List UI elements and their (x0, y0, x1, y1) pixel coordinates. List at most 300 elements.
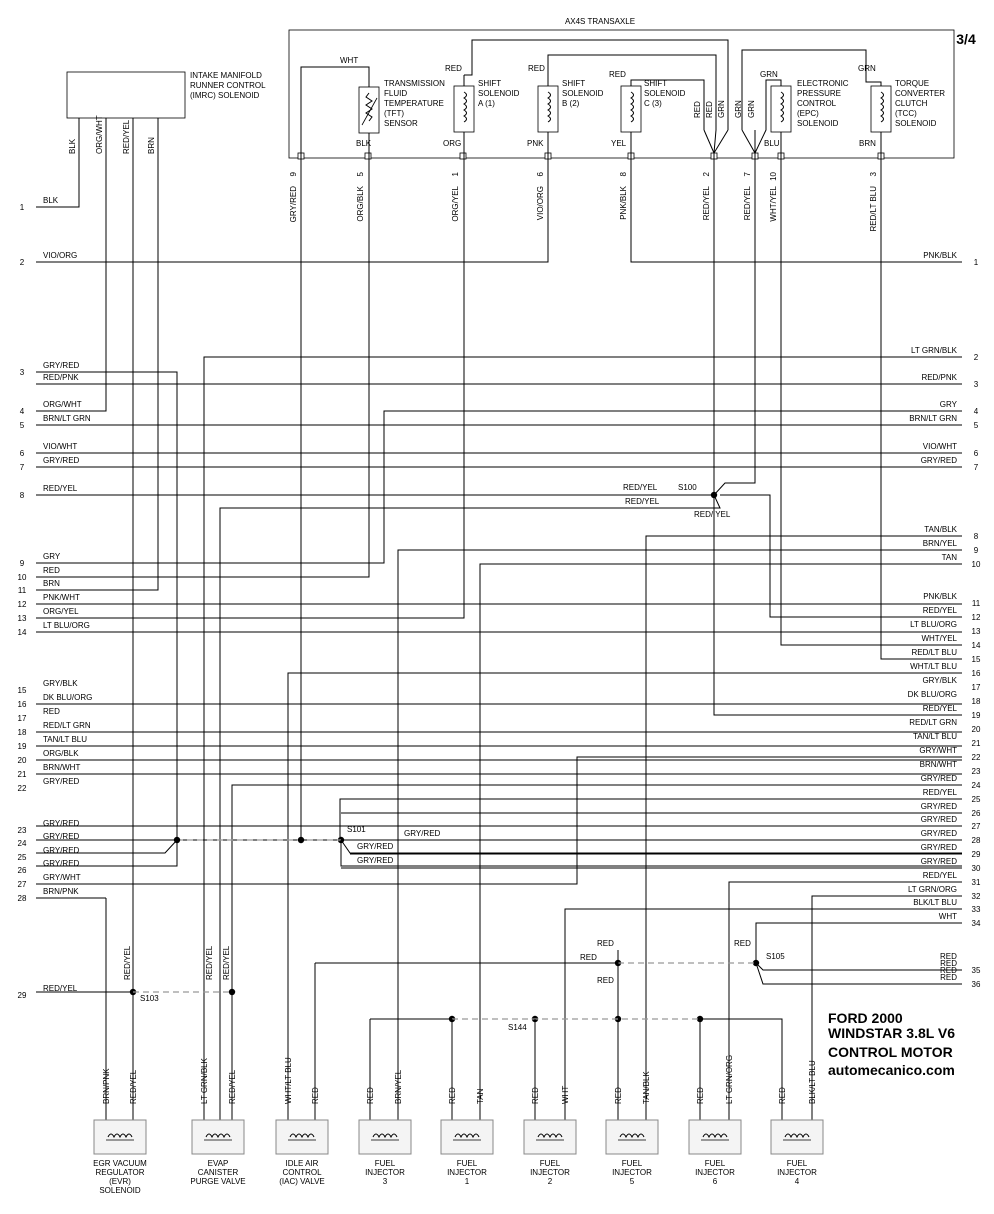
wire-label: GRN (760, 70, 778, 79)
transaxle-pin-color: ORG/BLK (356, 186, 365, 222)
right-pin-number: 21 (971, 739, 981, 748)
component-label: FUEL (539, 1159, 561, 1168)
left-pin-number: 21 (17, 770, 27, 779)
left-pin-number: 14 (17, 628, 27, 637)
right-wire-color: GRY/RED (920, 456, 957, 465)
solenoid-symbol (538, 86, 558, 132)
left-pin-number: 2 (19, 258, 25, 267)
right-wire-color: GRY/RED (920, 802, 957, 811)
wire-label: RED/YEL (123, 945, 132, 980)
wire-label: RED (448, 1087, 457, 1104)
imrc-solenoid-box (67, 72, 185, 118)
diagram-labels (18, 17, 981, 1195)
wire (756, 923, 962, 963)
title-site: automecanico.com (828, 1062, 955, 1078)
left-wire-color: LT BLU/ORG (43, 621, 90, 630)
left-pin-number: 3 (19, 368, 25, 377)
right-pin-number: 17 (971, 683, 981, 692)
wire-label: WHT/LT BLU (284, 1057, 293, 1104)
wire-label: RED (609, 70, 626, 79)
coil-icon (631, 92, 634, 122)
component-label: 1 (464, 1177, 470, 1186)
component-label: (IMRC) SOLENOID (190, 91, 260, 100)
transaxle-pin-number: 3 (869, 172, 878, 177)
wire-label: RED (311, 1087, 320, 1104)
left-wire-color: DK BLU/ORG (43, 693, 93, 702)
right-pin-number: 23 (971, 767, 981, 776)
component-label: TORQUE (895, 79, 930, 88)
wire-label: RED (366, 1087, 375, 1104)
wire-label: GRN (717, 100, 726, 118)
coil-icon (464, 92, 467, 122)
wire-label: BLK/LT BLU (808, 1060, 817, 1104)
pin-color-label: PNK (527, 139, 544, 148)
component-label: C (3) (644, 99, 662, 108)
component-label: 4 (794, 1177, 800, 1186)
transaxle-pin-number: 2 (702, 172, 711, 177)
right-wire-color: TAN (941, 553, 957, 562)
right-pin-number: 26 (971, 809, 981, 818)
component-label: (IAC) VALVE (279, 1177, 325, 1186)
wire (812, 896, 962, 1120)
wire-label: RED/YEL (122, 119, 131, 154)
pin-color-label: YEL (611, 139, 627, 148)
wire (729, 882, 962, 1120)
wire-label: TAN/BLK (642, 1071, 651, 1104)
transaxle-pin-number: 5 (356, 172, 365, 177)
wire-label: RED (940, 966, 957, 975)
transaxle-pin-number: 6 (536, 172, 545, 177)
wire-label: BLK (68, 138, 77, 154)
left-wire-color: ORG/YEL (43, 607, 79, 616)
wire (36, 153, 369, 577)
left-pin-number: 1 (19, 203, 25, 212)
left-wire-color: ORG/WHT (43, 400, 82, 409)
coil-icon (548, 92, 551, 122)
wire-label: GRN (858, 64, 876, 73)
wire-label: GRN (747, 100, 756, 118)
title-line-3: CONTROL MOTOR (828, 1044, 953, 1060)
left-pin-number: 17 (17, 714, 27, 723)
right-wire-color: RED (940, 973, 957, 982)
left-pin-number: 25 (17, 853, 27, 862)
left-pin-number: 8 (19, 491, 25, 500)
left-wire-color: VIO/ORG (43, 251, 78, 260)
right-wire-color: RED/YEL (922, 704, 957, 713)
component-label: FUEL (374, 1159, 396, 1168)
right-wire-color: GRY/RED (920, 843, 957, 852)
right-pin-number: 14 (971, 641, 981, 650)
right-pin-number: 28 (971, 836, 981, 845)
left-wire-color: VIO/WHT (43, 442, 78, 451)
right-pin-number: 24 (971, 781, 981, 790)
splice-label: S144 (508, 1023, 527, 1032)
component-label: SOLENOID (644, 89, 686, 98)
right-pin-number: 9 (973, 546, 979, 555)
right-pin-number: 29 (971, 850, 981, 859)
transaxle-pin-number: 8 (619, 172, 628, 177)
component-label: FUEL (456, 1159, 478, 1168)
right-pin-number: 20 (971, 725, 981, 734)
pin-color-label: ORG (443, 139, 462, 148)
component-label: B (2) (562, 99, 580, 108)
right-pin-number: 16 (971, 669, 981, 678)
right-wire-color: BRN/WHT (919, 760, 957, 769)
left-pin-number: 26 (17, 866, 27, 875)
component-label: CONVERTER (895, 89, 946, 98)
left-wire-color: PNK/WHT (43, 593, 80, 602)
right-pin-number: 35 (971, 966, 981, 975)
wire-label: RED (693, 101, 702, 118)
left-wire-color: GRY/RED (43, 777, 80, 786)
transaxle-pin-color: RED/LT BLU (869, 186, 878, 232)
wire (756, 963, 962, 984)
transaxle-pin-color: RED/YEL (743, 186, 752, 221)
right-wire-color: RED/LT GRN (909, 718, 957, 727)
wire-label: WHT (340, 56, 359, 65)
right-pin-number: 33 (971, 905, 981, 914)
wire-label: RED/YEL (228, 1069, 237, 1104)
left-wire-color: ORG/BLK (43, 749, 79, 758)
left-wire-color: RED/LT GRN (43, 721, 91, 730)
component-label: 2 (547, 1177, 553, 1186)
splice-dot-s100 (711, 492, 717, 498)
transaxle-pin-number: 7 (743, 172, 752, 177)
left-wire-color: GRY (43, 552, 61, 561)
wire-label: RED (614, 1087, 623, 1104)
left-pin-number: 29 (17, 991, 27, 1000)
wire (36, 118, 158, 590)
wire-label: RED/YEL (222, 945, 231, 980)
wire-label: GRN (734, 100, 743, 118)
pin-color-label: BLK (356, 139, 372, 148)
left-wire-color: BRN (43, 579, 60, 588)
component-label: 3 (382, 1177, 388, 1186)
right-wire-color: GRY (939, 400, 957, 409)
component-label: TRANSMISSION (384, 79, 445, 88)
pin-color-label: BLU (764, 139, 780, 148)
component-label: SOLENOID (99, 1186, 141, 1195)
right-pin-number: 25 (971, 795, 981, 804)
right-pin-number: 22 (971, 753, 981, 762)
component-label: CONTROL (282, 1168, 322, 1177)
solenoid-symbol (621, 86, 641, 132)
component-label: PURGE VALVE (190, 1177, 246, 1186)
component-label: INJECTOR (365, 1168, 405, 1177)
right-pin-number: 13 (971, 627, 981, 636)
wire-label: TAN (476, 1088, 485, 1104)
sensor-symbol (359, 87, 379, 133)
right-pin-number: 12 (971, 613, 981, 622)
component-label: SHIFT (562, 79, 586, 88)
transaxle-pin-color: WHT/YEL (769, 186, 778, 222)
wire-label: RED/ YEL (694, 510, 731, 519)
wire (700, 1019, 782, 1120)
right-wire-color: RED/PNK (921, 373, 957, 382)
component-label: 5 (629, 1177, 635, 1186)
left-pin-number: 23 (17, 826, 27, 835)
right-wire-color: GRY/RED (920, 815, 957, 824)
right-pin-number: 2 (973, 353, 979, 362)
wire-label: RED (734, 939, 751, 948)
left-pin-number: 18 (17, 728, 27, 737)
right-pin-number: 36 (971, 980, 981, 989)
wire-label: RED (778, 1087, 787, 1104)
transaxle-pin-color: ORG/YEL (451, 186, 460, 222)
right-wire-color: PNK/BLK (923, 592, 957, 601)
right-pin-number: 18 (971, 697, 981, 706)
wire (631, 153, 962, 262)
page-label: 3/4 (956, 31, 976, 47)
component-label: EGR VACUUM (93, 1159, 147, 1168)
wire-label: LT GRN/ORG (725, 1054, 734, 1104)
transaxle-pin-color: PNK/BLK (619, 186, 628, 220)
left-pin-number: 9 (19, 559, 25, 568)
wire-label: RED (597, 976, 614, 985)
right-pin-number: 4 (973, 407, 979, 416)
left-pin-number: 27 (17, 880, 27, 889)
right-pin-number: 6 (973, 449, 979, 458)
coil-icon (781, 92, 784, 122)
component-label: (EPC) (797, 109, 819, 118)
right-pin-number: 32 (971, 892, 981, 901)
component-label: SOLENOID (895, 119, 937, 128)
component-label: SOLENOID (797, 119, 839, 128)
right-wire-color: GRY/RED (920, 774, 957, 783)
component-label: EVAP (207, 1159, 229, 1168)
right-wire-color: LT GRN/ORG (907, 885, 957, 894)
right-wire-color: GRY/BLK (922, 676, 957, 685)
right-wire-color: BLK/LT BLU (913, 898, 957, 907)
right-wire-color: BRN/YEL (922, 539, 957, 548)
left-wire-color: GRY/WHT (43, 873, 81, 882)
component-label: SHIFT (644, 79, 668, 88)
left-wire-color: BRN/PNK (43, 887, 79, 896)
wire-label: RED/YEL (623, 483, 658, 492)
left-pin-number: 10 (17, 573, 27, 582)
left-wire-color: GRY/RED (43, 846, 80, 855)
wire-label: BRN/YEL (394, 1069, 403, 1104)
title-line-2: WINDSTAR 3.8L V6 (828, 1025, 956, 1041)
title-line-1: FORD 2000 (828, 1010, 903, 1026)
left-wire-color: BRN/WHT (43, 763, 81, 772)
splice-label: S100 (678, 483, 697, 492)
component-label: REGULATOR (95, 1168, 145, 1177)
right-pin-number: 7 (973, 463, 979, 472)
right-wire-color: RED/LT BLU (911, 648, 957, 657)
pin-color-label: BRN (859, 139, 876, 148)
transaxle-pin-number: 9 (289, 172, 298, 177)
left-pin-number: 16 (17, 700, 27, 709)
right-wire-color: RED/YEL (922, 606, 957, 615)
transaxle-pin-color: VIO/ORG (536, 186, 545, 221)
wire-label: BRN/PNK (102, 1068, 111, 1104)
component-label: INJECTOR (447, 1168, 487, 1177)
right-wire-color: PNK/BLK (923, 251, 957, 260)
wire (36, 153, 464, 618)
left-pin-number: 28 (17, 894, 27, 903)
wire (341, 840, 962, 853)
coil-icon (881, 92, 884, 122)
right-pin-number: 10 (971, 560, 981, 569)
component-label: (EVR) (109, 1177, 131, 1186)
component-label: FLUID (384, 89, 408, 98)
static-wiring (36, 30, 962, 1154)
wire (220, 495, 720, 1120)
right-pin-number: 19 (971, 711, 981, 720)
transaxle-pin (365, 153, 371, 159)
component-label: INJECTOR (695, 1168, 735, 1177)
right-wire-color: BRN/LT GRN (909, 414, 957, 423)
wire (742, 130, 755, 153)
right-wire-color: WHT (938, 912, 957, 921)
right-pin-number: 27 (971, 822, 981, 831)
left-wire-color: BRN/LT GRN (43, 414, 91, 423)
transaxle-pin-color: GRY/RED (289, 186, 298, 223)
transaxle-pin-color: RED/YEL (702, 186, 711, 221)
right-wire-color: WHT/LT BLU (910, 662, 957, 671)
right-wire-color: TAN/BLK (924, 525, 957, 534)
component-label: FUEL (786, 1159, 808, 1168)
left-wire-color: GRY/RED (43, 456, 80, 465)
component-label: RUNNER CONTROL (190, 81, 266, 90)
left-wire-color: GRY/RED (43, 859, 80, 868)
wire-label: GRY/RED (404, 829, 441, 838)
component-label: INJECTOR (530, 1168, 570, 1177)
component-label: CANISTER (197, 1168, 239, 1177)
splice-label: S105 (766, 952, 785, 961)
left-wire-color: RED/YEL (43, 984, 78, 993)
wire-label: BRN (147, 137, 156, 154)
right-wire-color: GRY/RED (920, 857, 957, 866)
component-label: FUEL (704, 1159, 726, 1168)
component-label: INTAKE MANIFOLD (190, 71, 262, 80)
left-pin-number: 11 (17, 586, 27, 595)
wire-label: GRY/RED (357, 856, 394, 865)
component-label: SOLENOID (478, 89, 520, 98)
left-pin-number: 7 (19, 463, 25, 472)
right-wire-color: DK BLU/ORG (907, 690, 957, 699)
left-pin-number: 4 (19, 407, 25, 416)
component-label: ELECTRONIC (797, 79, 849, 88)
component-label: SOLENOID (562, 89, 604, 98)
wire-label: LT GRN/BLK (200, 1058, 209, 1104)
wire-label: ORG/WHT (95, 115, 104, 154)
left-pin-number: 22 (17, 784, 27, 793)
component-label: (TCC) (895, 109, 917, 118)
wire-label: RED (940, 952, 957, 961)
splice-label: S103 (140, 994, 159, 1003)
component-label: INJECTOR (777, 1168, 817, 1177)
left-pin-number: 19 (17, 742, 27, 751)
right-wire-color: WHT/YEL (921, 634, 957, 643)
component-label: SENSOR (384, 119, 418, 128)
left-pin-number: 15 (17, 686, 27, 695)
component-label: TEMPERATURE (384, 99, 444, 108)
transaxle-pin-number: 1 (451, 172, 460, 177)
component-label: PRESSURE (797, 89, 842, 98)
wire-label: RED/YEL (205, 945, 214, 980)
left-wire-color: RED/YEL (43, 484, 78, 493)
transaxle-pin (460, 153, 466, 159)
right-wire-color: RED/YEL (922, 871, 957, 880)
right-pin-number: 8 (973, 532, 979, 541)
left-wire-color: BLK (43, 196, 59, 205)
right-pin-number: 11 (971, 599, 981, 608)
wire (232, 785, 962, 990)
wire-label: RED/YEL (129, 1069, 138, 1104)
wire-label: RED (580, 953, 597, 962)
component-label: SHIFT (478, 79, 502, 88)
wire (756, 963, 962, 970)
right-wire-color: GRY/WHT (919, 746, 957, 755)
splice-label: S101 (347, 825, 366, 834)
component-label: FUEL (621, 1159, 643, 1168)
transaxle-pin-number: 10 (769, 172, 778, 181)
left-wire-color: RED (43, 566, 60, 575)
right-pin-number: 34 (971, 919, 981, 928)
left-pin-number: 5 (19, 421, 25, 430)
right-wire-color: LT GRN/BLK (911, 346, 957, 355)
left-pin-number: 20 (17, 756, 27, 765)
solenoid-symbol (871, 86, 891, 132)
left-wire-color: TAN/LT BLU (43, 735, 88, 744)
solenoid-symbol (454, 86, 474, 132)
solenoid-symbol (771, 86, 791, 132)
wire-label: RED (597, 939, 614, 948)
component-label: INJECTOR (612, 1168, 652, 1177)
component-label: 6 (712, 1177, 718, 1186)
right-wire-color: TAN/LT BLU (912, 732, 957, 741)
left-wire-color: RED (43, 707, 60, 716)
right-pin-number: 15 (971, 655, 981, 664)
component-label: (TFT) (384, 109, 404, 118)
wire-label: RED (705, 101, 714, 118)
wire-label: WHT (561, 1085, 570, 1104)
wire-label: RED (445, 64, 462, 73)
transaxle-title: AX4S TRANSAXLE (564, 17, 636, 26)
right-pin-number: 1 (973, 258, 979, 267)
left-pin-number: 12 (17, 600, 27, 609)
left-wire-color: GRY/RED (43, 819, 80, 828)
left-wire-color: GRY/RED (43, 361, 80, 370)
wire (704, 130, 714, 153)
wire (204, 357, 962, 1120)
component-label: CONTROL (797, 99, 837, 108)
left-pin-number: 6 (19, 449, 25, 458)
right-pin-number: 31 (971, 878, 981, 887)
right-wire-color: GRY/RED (920, 829, 957, 838)
left-pin-number: 13 (17, 614, 27, 623)
wire-label: RED (696, 1087, 705, 1104)
left-pin-number: 24 (17, 839, 27, 848)
wire-label: RED (528, 64, 545, 73)
right-pin-number: 30 (971, 864, 981, 873)
right-wire-color: RED (940, 959, 957, 968)
wire (36, 118, 79, 207)
wire-label: RED (531, 1087, 540, 1104)
left-wire-color: RED/PNK (43, 373, 79, 382)
component-label: CLUTCH (895, 99, 928, 108)
wire-label: GRY/RED (357, 842, 394, 851)
wire (36, 411, 962, 563)
wire-label: RED/YEL (625, 497, 660, 506)
component-label: IDLE AIR (285, 1159, 319, 1168)
left-wire-color: GRY/RED (43, 832, 80, 841)
component-label: A (1) (478, 99, 495, 108)
right-pin-number: 5 (973, 421, 979, 430)
right-wire-color: VIO/WHT (922, 442, 957, 451)
